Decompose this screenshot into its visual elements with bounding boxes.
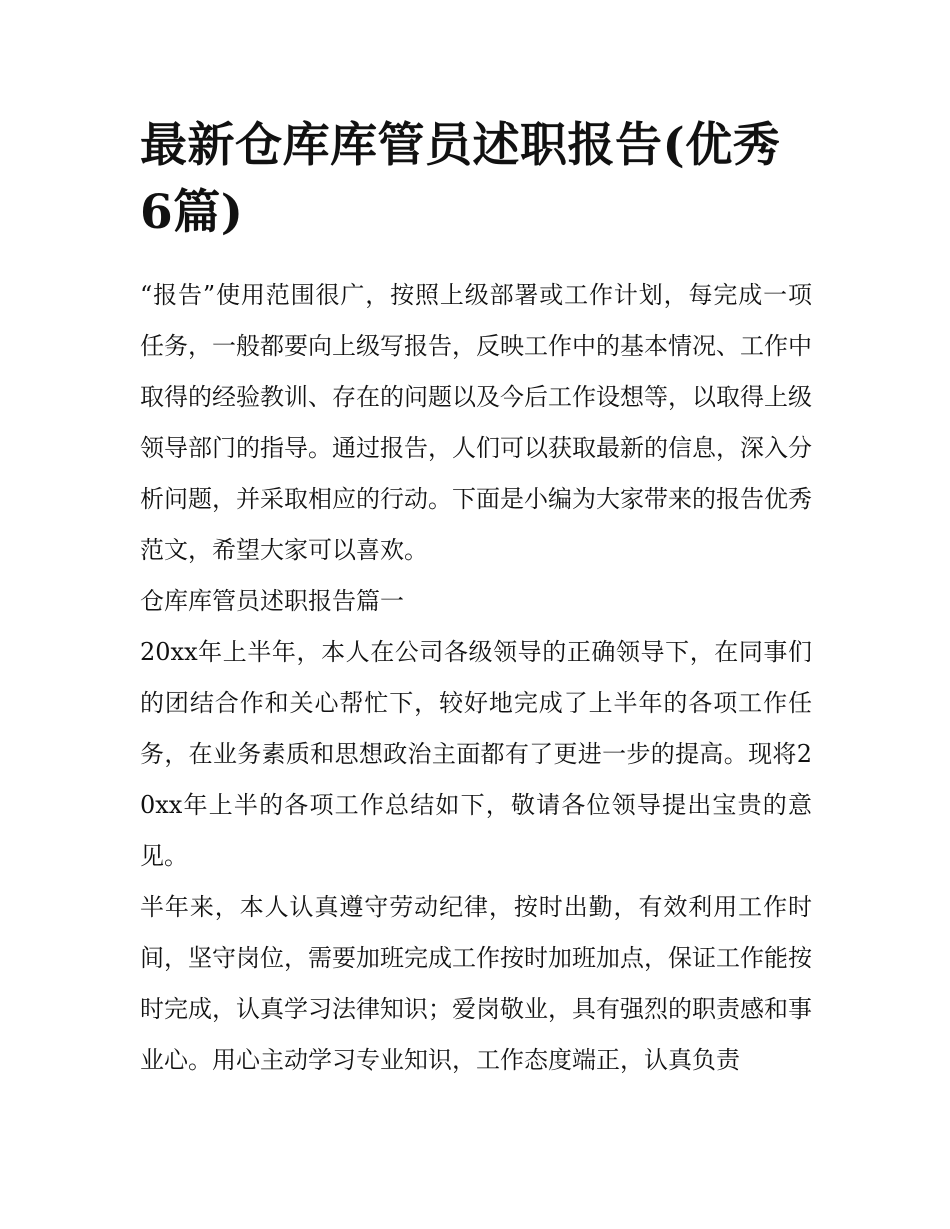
intro-paragraph: “报告”使用范围很广，按照上级部署或工作计划，每完成一项任务，一般都要向上级写报告，反映工作中的基本情况、工作中取得的经验教训、存在的问题以及今后工作设想等，以取得上级领导部门的指导。通过报告，人们可以获取最新的信息，深入分析问题，并采取相应的行动。下面是小编为大家带来的报告优秀范文，希望大家可以喜欢。 [140, 281, 812, 564]
document-page [140, 112, 812, 1086]
section-heading: 仓库库管员述职报告篇一 [140, 587, 404, 615]
document-body [140, 270, 812, 1086]
body-paragraph: 半年来，本人认真遵守劳动纪律，按时出勤，有效利用工作时间，坚守岗位，需要加班完成工作按时加班加点，保证工作能按时完成，认真学习法律知识；爱岗敬业，具有强烈的职责感和事业心。用心主动学习专业知识，工作态度端正，认真负责 [140, 893, 812, 1074]
document-title: 最新仓库库管员述职报告(优秀6篇) [140, 118, 781, 240]
body-paragraph: 20xx年上半年，本人在公司各级领导的正确领导下，在同事们的团结合作和关心帮忙下，较好地完成了上半年的各项工作任务，在业务素质和思想政治主面都有了更进一步的提高。现将20xx年上半的各项工作总结如下，敬请各位领导提出宝贵的意见。 [140, 638, 812, 870]
